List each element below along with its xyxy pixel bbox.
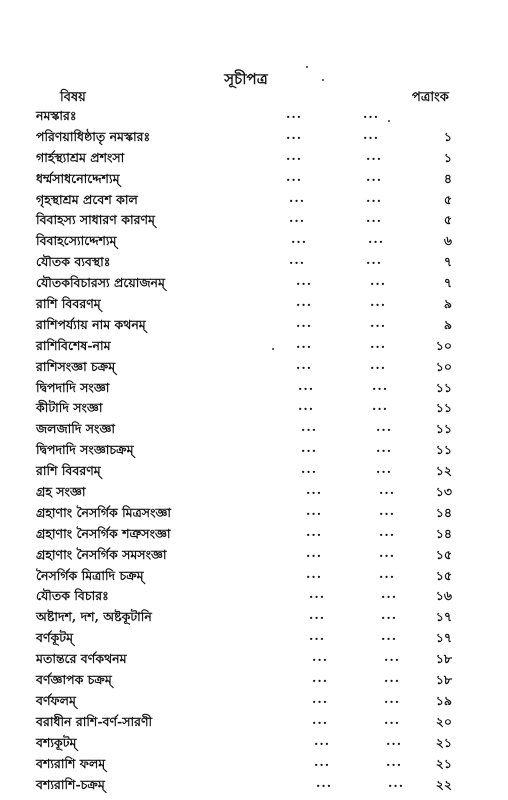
leader-dots: ... xyxy=(381,607,398,623)
leader-dots: ... xyxy=(306,565,323,581)
leader-dots: ... xyxy=(296,314,313,330)
leader-dots: ... xyxy=(381,628,398,644)
toc-row xyxy=(0,607,508,628)
toc-page-number: ২০ xyxy=(435,713,452,729)
toc-row xyxy=(0,127,508,148)
leader-dots: ... xyxy=(372,377,389,393)
toc-entry-title: বিবাহস্যোদ্দেশ্যম্ xyxy=(36,233,117,249)
toc-page-number: ১১ xyxy=(435,379,452,395)
toc-row xyxy=(0,775,508,796)
leader-dots: ... xyxy=(296,335,313,351)
toc-page-number: ১৮ xyxy=(435,672,452,688)
leader-dots: ... xyxy=(370,335,387,351)
toc-entry-title: বশ্যরাশি ফলম্ xyxy=(36,755,106,771)
toc-entry-title: নমস্কারঃ xyxy=(36,108,77,123)
toc-page-number: ৯ xyxy=(443,296,452,312)
toc-entry-title: গৃহস্থাশ্রম প্রবেশ কাল xyxy=(36,191,138,207)
toc-row xyxy=(0,482,508,503)
leader-dots: ... xyxy=(372,398,389,414)
toc-row xyxy=(0,503,508,524)
toc-row xyxy=(0,273,508,294)
leader-dots: ... xyxy=(312,670,329,686)
leader-dots: ... xyxy=(384,690,401,706)
leader-dots: ... xyxy=(368,231,385,247)
toc-row xyxy=(0,712,508,733)
leader-dots: ... xyxy=(298,377,315,393)
toc-row xyxy=(0,294,508,315)
toc-page-number: ৭ xyxy=(443,275,452,291)
leader-dots: ... xyxy=(314,753,331,769)
toc-row xyxy=(0,106,508,127)
toc-entry-title: যৌতক ব্যবস্থাঃ xyxy=(36,254,111,270)
toc-page-number: ৯ xyxy=(443,316,452,332)
toc-page-number: ১ xyxy=(443,149,452,165)
leader-dots: ... xyxy=(298,398,315,414)
toc-entry-title: রাশি বিবরণম্ xyxy=(36,463,101,479)
leader-dots: ... xyxy=(376,440,393,456)
toc-entry-title: অষ্টাদশ, দশ, অষ্টকূটানি xyxy=(36,609,152,625)
leader-dots: ... xyxy=(289,252,306,268)
toc-row xyxy=(0,670,508,691)
leader-dots: ... xyxy=(384,711,401,727)
leader-dots: ... xyxy=(376,419,393,435)
toc-page-number: ২১ xyxy=(435,734,452,750)
toc-row xyxy=(0,210,508,231)
toc-entry-title: রাশি বিবরণম্ xyxy=(36,296,101,312)
column-header xyxy=(0,88,508,106)
page-column-header: পত্রাংক xyxy=(412,90,449,105)
leader-dots: ... xyxy=(366,189,383,205)
leader-dots: ... xyxy=(301,419,318,435)
leader-dots: ... xyxy=(370,294,387,310)
toc-row xyxy=(0,733,508,754)
toc-row xyxy=(0,315,508,336)
toc-page-number: ১৯ xyxy=(435,692,452,708)
leader-dots: ... xyxy=(309,628,326,644)
leader-dots: ... xyxy=(386,753,403,769)
toc-page-number: ১০ xyxy=(435,337,452,353)
toc-row xyxy=(0,461,508,482)
leader-dots: ... xyxy=(379,544,396,560)
toc-row xyxy=(0,378,508,399)
toc-entry-title: বশ্যরাশি-চক্রম্ xyxy=(36,776,105,792)
leader-dots: ... xyxy=(363,126,380,142)
contents-list xyxy=(0,106,508,795)
leader-dots: ... xyxy=(291,231,308,247)
leader-dots: ... xyxy=(376,461,393,477)
leader-dots: ... xyxy=(296,273,313,289)
leader-dots: ... xyxy=(309,607,326,623)
leader-dots: ... xyxy=(314,732,331,748)
leader-dots: ... xyxy=(289,210,306,226)
leader-dots: ... xyxy=(301,461,318,477)
toc-row xyxy=(0,566,508,587)
subject-column-header: বিষয় xyxy=(60,90,86,105)
toc-entry-title: ধর্ম্মসাধনোদ্দেশ্যম্ xyxy=(36,170,120,186)
toc-entry-title: রাশিপর্য্যায় নাম কথনম্ xyxy=(36,316,146,332)
toc-entry-title: গ্রহ সংজ্ঞা xyxy=(36,484,86,500)
toc-entry-title: দ্বিপদাদি সংজ্ঞা xyxy=(36,379,110,395)
leader-dots: ... xyxy=(286,126,303,142)
toc-entry-title: গ্রহাণাং নৈসর্গিক মিত্রসংজ্ঞা xyxy=(36,504,172,520)
toc-page-number: ২২ xyxy=(435,776,452,792)
toc-row xyxy=(0,169,508,190)
leader-dots: ... xyxy=(379,523,396,539)
toc-page-number: ১১ xyxy=(435,442,452,458)
toc-entry-title: যৌতকবিচারস্য প্রয়োজনম্ xyxy=(36,275,165,291)
toc-page-number: ১৪ xyxy=(435,504,452,520)
toc-entry-title: বশ্যকূটম্ xyxy=(36,734,77,750)
toc-page-number: ১৫ xyxy=(435,567,452,583)
toc-page-number: ৪ xyxy=(443,170,452,186)
leader-dots: ... xyxy=(366,210,383,226)
toc-page-number: ১০ xyxy=(435,358,452,374)
leader-dots: ... xyxy=(370,356,387,372)
toc-page-number: ১৫ xyxy=(435,546,452,562)
toc-page-number: ১ xyxy=(443,128,452,144)
toc-entry-title: বর্ণজ্ঞাপক চক্রম্ xyxy=(36,672,112,688)
toc-row xyxy=(0,524,508,545)
toc-entry-title: দ্বিপদাদি সংজ্ঞাচক্রম্ xyxy=(36,442,134,458)
leader-dots: ... xyxy=(388,774,405,790)
toc-page-number: ২১ xyxy=(435,755,452,771)
toc-page-number: ১৪ xyxy=(435,525,452,541)
leader-dots: ... xyxy=(366,168,383,184)
toc-entry-title: গ্রহাণাং নৈসর্গিক সমসংজ্ঞা xyxy=(36,546,167,562)
toc-page-number: ৭ xyxy=(443,254,452,270)
toc-entry-title: বরাধীন রাশি-বর্ণ-সারণী xyxy=(36,713,153,729)
page-title-text: সূচীপত্র xyxy=(224,70,268,88)
toc-entry-title: যৌতক বিচারঃ xyxy=(36,588,109,604)
leader-dots: ... xyxy=(312,649,329,665)
toc-row xyxy=(0,754,508,775)
toc-page-number: ৬ xyxy=(443,233,452,249)
leader-dots: ... xyxy=(363,106,380,121)
toc-page-number: ১২ xyxy=(435,463,452,479)
leader-dots: ... xyxy=(312,690,329,706)
leader-dots: ... xyxy=(296,356,313,372)
leader-dots: ... xyxy=(286,168,303,184)
toc-row xyxy=(0,148,508,169)
leader-dots: ... xyxy=(366,252,383,268)
scan-speck xyxy=(322,79,324,81)
leader-dots: ... xyxy=(286,147,303,163)
scan-speck xyxy=(272,348,274,350)
leader-dots: ... xyxy=(312,711,329,727)
toc-page-number: ১৭ xyxy=(435,630,452,646)
leader-dots: ... xyxy=(316,774,333,790)
leader-dots: ... xyxy=(381,586,398,602)
toc-entry-title: বিবাহস্য সাধারণ কারণম্ xyxy=(36,212,155,228)
toc-page-number: ১১ xyxy=(435,400,452,416)
leader-dots: ... xyxy=(379,502,396,518)
toc-entry-title: বর্ণকূটম্ xyxy=(36,630,74,646)
leader-dots: ... xyxy=(306,502,323,518)
toc-entry-title: গার্হস্থ্যাশ্রম প্রশংসা xyxy=(36,149,125,165)
leader-dots: ... xyxy=(384,649,401,665)
toc-entry-title: গ্রহাণাং নৈসর্গিক শত্রুসংজ্ঞা xyxy=(36,525,171,541)
leader-dots: ... xyxy=(379,565,396,581)
leader-dots: ... xyxy=(306,523,323,539)
leader-dots: ... xyxy=(384,670,401,686)
toc-row xyxy=(0,440,508,461)
toc-page-number: ১৭ xyxy=(435,609,452,625)
leader-dots: ... xyxy=(296,294,313,310)
leader-dots: ... xyxy=(301,440,318,456)
toc-row xyxy=(0,649,508,670)
leader-dots: ... xyxy=(366,147,383,163)
toc-entry-title: পরিণয়াধিষ্ঠাতৃ নমস্কারঃ xyxy=(36,128,151,144)
toc-entry-title: রাশিসংজ্ঞা চক্রম্ xyxy=(36,358,116,374)
toc-row xyxy=(0,190,508,211)
leader-dots: ... xyxy=(370,314,387,330)
toc-entry-title: মতান্তরে বর্ণকথনম xyxy=(36,651,127,667)
toc-entry-title: রাশিবিশেষ-নাম xyxy=(36,337,111,353)
leader-dots: ... xyxy=(306,544,323,560)
toc-row xyxy=(0,336,508,357)
toc-row xyxy=(0,691,508,712)
toc-row xyxy=(0,545,508,566)
scan-speck xyxy=(388,120,390,122)
leader-dots: ... xyxy=(379,482,396,498)
toc-row xyxy=(0,357,508,378)
toc-row xyxy=(0,586,508,607)
toc-row xyxy=(0,398,508,419)
toc-entry-title: কীটাদি সংজ্ঞা xyxy=(36,400,103,416)
toc-entry-title: নৈসর্গিক মিত্রাদি চক্রম্ xyxy=(36,567,144,583)
toc-page-number: ১৩ xyxy=(435,484,452,500)
toc-page-number: ৫ xyxy=(443,212,452,228)
toc-row xyxy=(0,231,508,252)
leader-dots: ... xyxy=(289,189,306,205)
scan-speck xyxy=(306,66,308,68)
toc-page-number: ১৮ xyxy=(435,651,452,667)
toc-entry-title: বর্ণফলম্ xyxy=(36,692,76,708)
toc-row xyxy=(0,252,508,273)
leader-dots: ... xyxy=(370,273,387,289)
leader-dots: ... xyxy=(386,732,403,748)
toc-row xyxy=(0,628,508,649)
toc-page-number: ১৬ xyxy=(435,588,452,604)
leader-dots: ... xyxy=(309,586,326,602)
toc-row xyxy=(0,419,508,440)
toc-page-number: ৫ xyxy=(443,191,452,207)
toc-entry-title: জলজাদি সংজ্ঞা xyxy=(36,421,116,437)
leader-dots: ... xyxy=(286,106,303,121)
leader-dots: ... xyxy=(306,482,323,498)
toc-page-number: ১১ xyxy=(435,421,452,437)
